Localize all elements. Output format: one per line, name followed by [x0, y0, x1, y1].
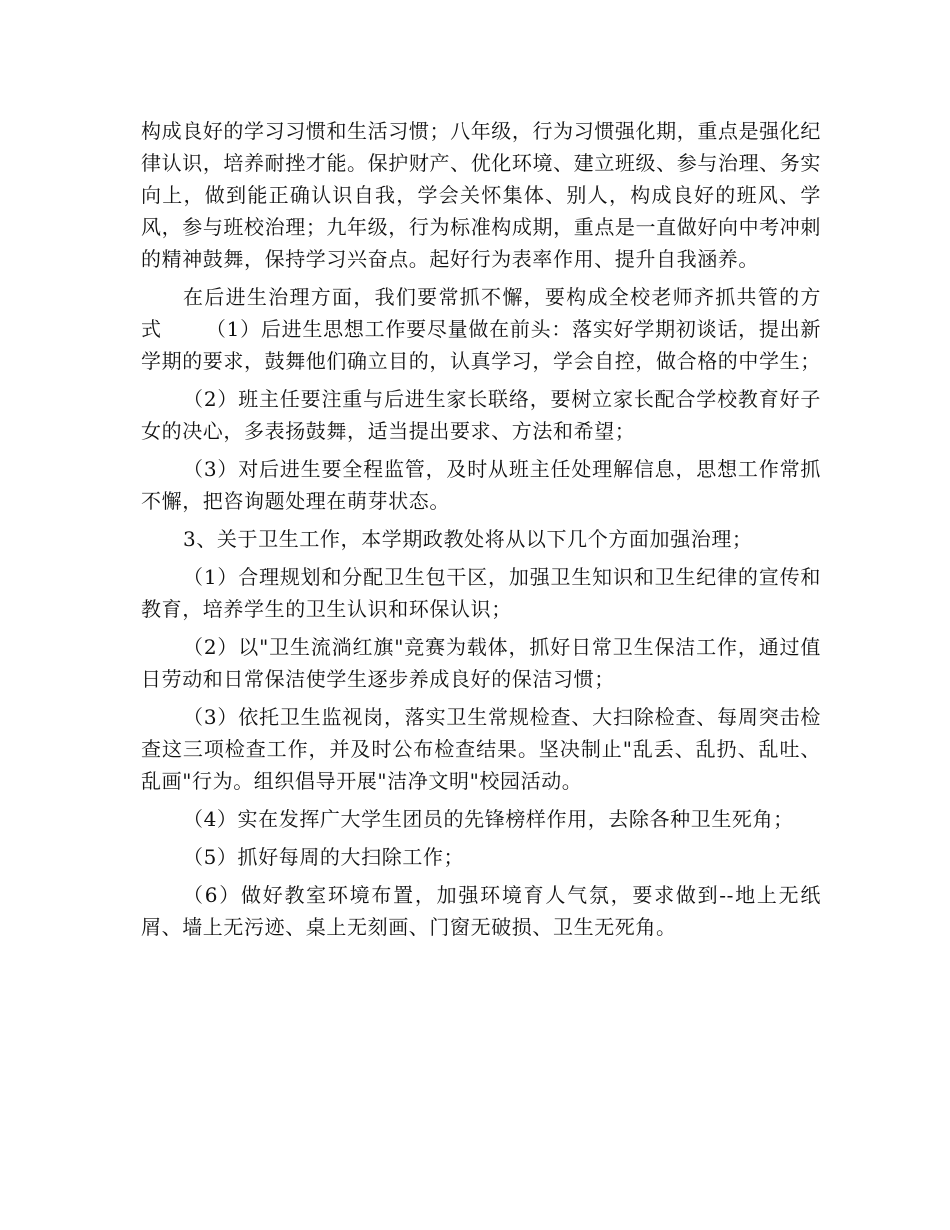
document-body [141, 115, 821, 949]
paragraph-hygiene-item-5: （5）抓好每周的大扫除工作； [183, 845, 465, 869]
paragraph-hygiene-item-4: （4）实在发挥广大学生团员的先锋榜样作用，去除各种卫生死角； [183, 807, 794, 831]
paragraph-grade-habits: 构成良好的学习习惯和生活习惯；八年级，行为习惯强化期，重点是强化纪律认识，培养耐挫才能。保护财产、优化环境、建立班级、参与治理、务实向上，做到能正确认识自我，学会关怀集体、别人，构成良好的班风、学风，参与班校治理；九年级，行为标准构成期，重点是一直做好向中考冲刺的精神鼓舞，保持学习兴奋点。起好行为表率作用、提升自我涵养。 [141, 119, 821, 271]
paragraph-underachiever-item-2: （2）班主任要注重与后进生家长联络，要树立家长配合学校教育好子女的决心，多表扬鼓舞，适当提出要求、方法和希望； [141, 387, 821, 443]
paragraph-hygiene-item-6: （6）做好教室环境布置，加强环境育人气氛，要求做到--地上无纸屑、墙上无污迹、桌上无刻画、门窗无破损、卫生无死角。 [141, 883, 821, 939]
paragraph-hygiene-item-1: （1）合理规划和分配卫生包干区，加强卫生知识和卫生纪律的宣传和教育，培养学生的卫生认识和环保认识； [141, 565, 821, 621]
paragraph-hygiene-heading: 3、关于卫生工作，本学期政教处将从以下几个方面加强治理； [183, 527, 753, 551]
paragraph-hygiene-item-3: （3）依托卫生监视岗，落实卫生常规检查、大扫除检查、每周突击检查这三项检查工作，并及时公布检查结果。坚决制止"乱丢、乱扔、乱吐、乱画"行为。组织倡导开展"洁净文明"校园活动。 [141, 705, 821, 793]
paragraph-hygiene-item-2: （2）以"卫生流淌红旗"竞赛为载体，抓好日常卫生保洁工作，通过值日劳动和日常保洁使学生逐步养成良好的保洁习惯； [141, 635, 821, 691]
paragraph-underachiever-item-3: （3）对后进生要全程监管，及时从班主任处理解信息，思想工作常抓不懈，把咨询题处理在萌芽状态。 [141, 457, 821, 513]
paragraph-underachiever-management [141, 281, 821, 377]
paragraph-underachiever-item-1: （1）后进生思想工作要尽量做在前头：落实好学期初谈话，提出新学期的要求，鼓舞他们确立目的，认真学习，学会自控，做合格的中学生； [141, 317, 821, 373]
paragraph-underachiever-intro: 在后进生治理方面，我们要常抓不懈，要构成全校老师齐抓共管的方式 [141, 285, 821, 341]
